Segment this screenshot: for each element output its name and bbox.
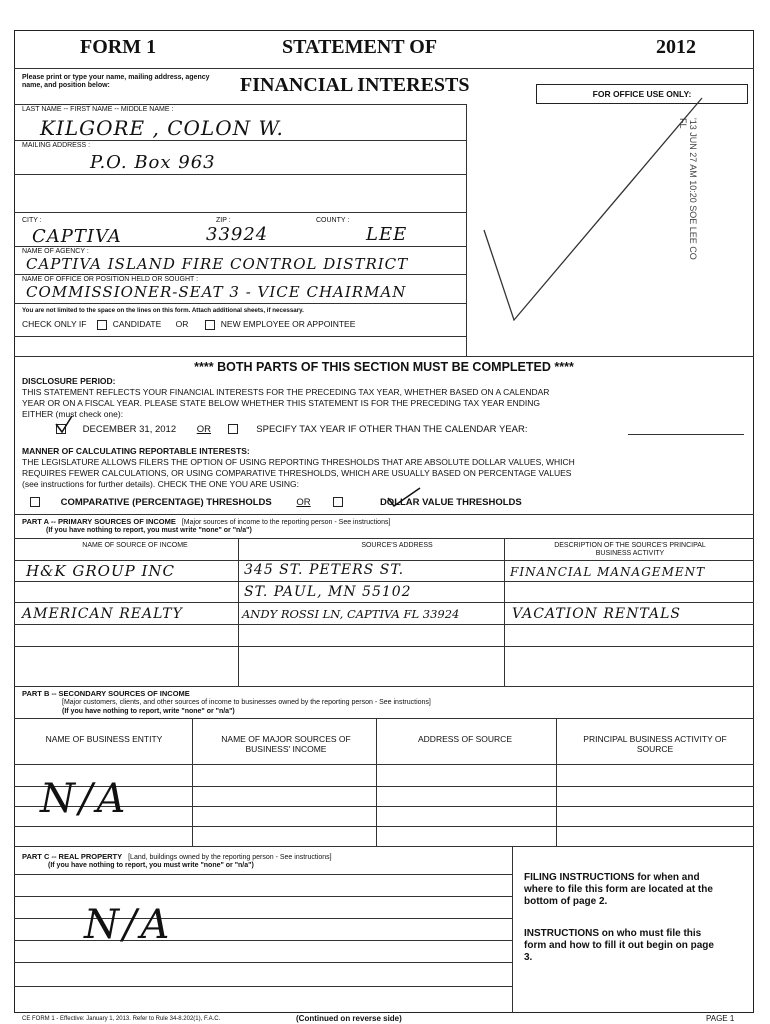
part-a-heading: PART A -- PRIMARY SOURCES OF INCOME <box>22 517 176 526</box>
dollar-checkmark <box>382 486 422 508</box>
or-label: OR <box>175 319 189 329</box>
candidate-checkbox[interactable] <box>97 320 107 330</box>
manner-line3: (see instructions for further details). CHECK THE ONE YOU ARE USING: <box>22 479 299 489</box>
dollar-checkbox[interactable] <box>333 497 343 507</box>
check-only-row <box>22 319 355 330</box>
part-b-note1: [Major customers, clients, and other sources of income to businesses owned by the reporting person - See instructions] <box>62 699 431 706</box>
position-label: NAME OF OFFICE OR POSITION HELD OR SOUGHT : <box>22 276 199 283</box>
comparative-checkbox[interactable] <box>30 497 40 507</box>
city-label: CITY : <box>22 217 42 224</box>
part-b-col1: NAME OF BUSINESS ENTITY <box>45 734 163 744</box>
check-only-label: CHECK ONLY IF <box>22 319 87 329</box>
new-employee-checkbox[interactable] <box>205 320 215 330</box>
filing-instructions-2: INSTRUCTIONS on who must file this form and how to fill it out begin on page 3. <box>524 928 714 963</box>
footer-effective: CE FORM 1 - Effective: January 1, 2013. Refer to Rule 34-8.202(1), F.A.C. <box>22 1016 221 1022</box>
threshold-row <box>30 497 522 508</box>
form-title-line2: FINANCIAL INTERESTS <box>240 74 470 96</box>
disclosure-line2: YEAR OR ON A FISCAL YEAR. PLEASE STATE BELOW WHETHER THIS STATEMENT IS FOR THE PRECEDING TAX YEAR ENDING <box>22 398 540 408</box>
part-a-col1: NAME OF SOURCE OF INCOME <box>82 542 188 549</box>
part-b-col3: ADDRESS OF SOURCE <box>418 734 512 744</box>
new-employee-label: NEW EMPLOYEE OR APPOINTEE <box>220 319 356 329</box>
part-a-row1-name: H&K GROUP INC <box>26 562 176 580</box>
threshold-or: OR <box>296 497 311 508</box>
office-use-label: FOR OFFICE USE ONLY: <box>536 84 748 104</box>
office-stamp: '13 JUN 27 AM 10:20 SOE LEE CO FL <box>678 118 698 260</box>
tax-year-or: OR <box>196 424 211 435</box>
position-value: COMMISSIONER-SEAT 3 - VICE CHAIRMAN <box>26 283 407 301</box>
part-c-subnote: (If you have nothing to report, you must write "none" or "n/a") <box>48 862 254 869</box>
zip-label: ZIP : <box>216 217 231 224</box>
part-a-row3-name: AMERICAN REALTY <box>22 606 183 622</box>
part-b-note2: (If you have nothing to report, write "none" or "n/a") <box>62 708 235 715</box>
part-a-col3: DESCRIPTION OF THE SOURCE'S PRINCIPAL BUSINESS ACTIVITY <box>554 542 706 557</box>
county-label: COUNTY : <box>316 217 350 224</box>
part-b-na: N/A <box>40 776 130 822</box>
specify-field[interactable] <box>628 434 744 435</box>
part-a-row3-activity: VACATION RENTALS <box>512 606 681 622</box>
footer-page: PAGE 1 <box>706 1014 735 1023</box>
part-a-row2-address: ST. PAUL, MN 55102 <box>244 584 412 600</box>
part-b-col2: NAME OF MAJOR SOURCES OF BUSINESS' INCOME <box>221 734 351 754</box>
tax-year-row <box>56 424 527 435</box>
agency-label: NAME OF AGENCY : <box>22 248 89 255</box>
manner-line2: REQUIRES FEWER CALCULATIONS, OR USING COMPARATIVE THRESHOLDS, WHICH ARE USUALLY BASED ON PERCENTAGE VALUES <box>22 468 572 478</box>
part-a-row1-address: 345 ST. PETERS ST. <box>244 562 405 578</box>
specify-checkbox[interactable] <box>228 424 238 434</box>
county-value: LEE <box>366 224 408 245</box>
dec31-label: DECEMBER 31, 2012 <box>82 424 177 435</box>
part-c-note: [Land, buildings owned by the reporting person - See instructions] <box>128 854 332 861</box>
name-value: KILGORE , COLON W. <box>40 116 284 140</box>
part-a-heading-row <box>22 518 390 527</box>
dollar-label: DOLLAR VALUE THRESHOLDS <box>379 497 522 508</box>
name-label: LAST NAME -- FIRST NAME -- MIDDLE NAME : <box>22 106 174 113</box>
form-year: 2012 <box>656 36 696 58</box>
comparative-label: COMPARATIVE (PERCENTAGE) THRESHOLDS <box>60 497 272 508</box>
zip-value: 33924 <box>206 224 269 245</box>
manner-line1: THE LEGISLATURE ALLOWS FILERS THE OPTION OF USING REPORTING THRESHOLDS THAT ARE ABSOLUTE DOLLAR VALUES, WHICH <box>22 457 575 467</box>
part-a-note: [Major sources of income to the reporting person - See instructions] <box>181 519 391 526</box>
office-checkmark <box>474 90 704 330</box>
address-value: P.O. Box 963 <box>90 152 216 173</box>
form-label: FORM 1 <box>80 36 157 58</box>
specify-label: SPECIFY TAX YEAR IF OTHER THAN THE CALENDAR YEAR: <box>256 424 528 435</box>
print-instructions: Please print or type your name, mailing address, agency name, and position below: <box>22 74 210 89</box>
part-a-col2: SOURCE'S ADDRESS <box>361 542 433 549</box>
footer-continued: (Continued on reverse side) <box>296 1014 402 1023</box>
candidate-label: CANDIDATE <box>112 319 162 329</box>
disclosure-line3: EITHER (must check one): <box>22 409 124 419</box>
part-b-heading: PART B -- SECONDARY SOURCES OF INCOME <box>22 689 190 698</box>
disclosure-heading: DISCLOSURE PERIOD: <box>22 376 116 386</box>
part-a-row1-activity: FINANCIAL MANAGEMENT <box>510 565 706 579</box>
agency-value: CAPTIVA ISLAND FIRE CONTROL DISTRICT <box>26 255 409 273</box>
part-c-na: N/A <box>84 902 174 948</box>
filing-instructions-1: FILING INSTRUCTIONS for when and where to file this form are located at the bottom of page 2. <box>524 872 713 907</box>
part-a-row3-address: ANDY ROSSI LN, CAPTIVA FL 33924 <box>242 607 460 621</box>
both-parts-heading: **** BOTH PARTS OF THIS SECTION MUST BE COMPLETED **** <box>194 360 574 374</box>
city-value: CAPTIVA <box>32 226 122 247</box>
form-title-line1: STATEMENT OF <box>282 36 438 58</box>
address-label: MAILING ADDRESS : <box>22 142 91 149</box>
part-b-col4: PRINCIPAL BUSINESS ACTIVITY OF SOURCE <box>583 734 727 754</box>
part-c-heading-row <box>22 853 332 862</box>
disclosure-line1: THIS STATEMENT REFLECTS YOUR FINANCIAL INTERESTS FOR THE PRECEDING TAX YEAR, WHETHER BASED ON A CALENDAR <box>22 387 550 397</box>
manner-heading: MANNER OF CALCULATING REPORTABLE INTERESTS: <box>22 446 250 456</box>
not-limited-note: You are not limited to the space on the lines on this form. Attach additional sheets, if necessary. <box>22 307 304 314</box>
part-a-subnote: (If you have nothing to report, you must write "none" or "n/a") <box>46 527 252 534</box>
dec31-checkmark <box>54 414 74 434</box>
part-c-heading: PART C -- REAL PROPERTY <box>22 852 123 861</box>
